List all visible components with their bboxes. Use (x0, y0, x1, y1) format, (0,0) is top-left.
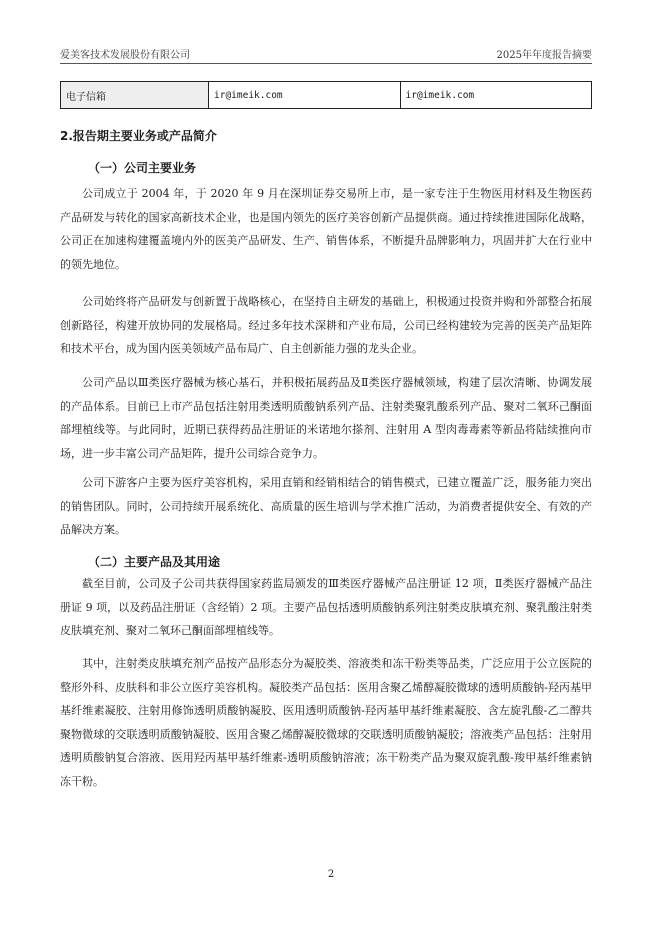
email-label-cell: 电子信箱 (61, 82, 209, 109)
subsection-title: （一）公司主要业务 (88, 161, 197, 175)
subsection-title: （二）主要产品及其用途 (88, 555, 221, 569)
paragraph: 截至目前，公司及子公司共获得国家药监局颁发的Ⅲ类医疗器械产品注册证 12 项，Ⅱ类医疗器械产品注册证 9 项，以及药品注册证（含经销）2 项。主要产品包括透明质酸钠系列注射类皮肤填充剂、聚乳酸注射类皮肤填充剂、聚对二氧环己酮面部埋植线等。 (60, 577, 592, 638)
contact-table (60, 81, 592, 109)
paragraph: 公司成立于 2004 年，于 2020 年 9 月在深圳证券交易所上市，是一家专注于生物医用材料及生物医药产品研发与转化的国家高新技术企业，也是国内领先的医疗美容创新产品提供商。通过持续推进国际化战略，公司正在加速构建覆盖境内外的医美产品研发、生产、销售体系，不断提升品牌影响力，巩固并扩大在行业中的领先地位。 (60, 187, 592, 271)
header-company: 爱美客技术发展股份有限公司 (60, 50, 190, 61)
paragraph: 其中，注射类皮肤填充剂产品按产品形态分为凝胶类、溶液类和冻干粉类等品类，广泛应用于公立医院的整形外科、皮肤科和非公立医疗美容机构。凝胶类产品包括：医用含聚乙烯醇凝胶微球的透明质酸钠-羟丙基甲基纤维素凝胶、注射用修饰透明质酸钠凝胶、医用透明质酸钠-羟丙基甲基纤维素凝胶、含左旋乳酸-乙二醇共聚物微球的交联透明质酸钠凝胶、医用含聚乙烯醇凝胶微球的交联透明质酸钠凝胶；溶液类产品包括：注射用透明质酸钠复合溶液、医用羟丙基甲基纤维素-透明质酸钠溶液；冻干粉类产品为聚双旋乳酸-羧甲基纤维素钠冻干粉。 (60, 657, 592, 788)
paragraph: 公司下游客户主要为医疗美容机构，采用直销和经销相结合的销售模式，已建立覆盖广泛，服务能力突出的销售团队。同时，公司持续开展系统化、高质量的医生培训与学术推广活动，为消费者提供安全、有效的产品解决方案。 (60, 476, 592, 537)
page-header (60, 46, 592, 61)
header-report-title: 2025年年度报告摘要 (496, 50, 592, 61)
paragraph: 公司始终将产品研发与创新置于战略核心，在坚持自主研发的基础上，积极通过投资并购和外部整合拓展创新路径，构建开放协同的发展格局。经过多年技术深耕和产业布局，公司已经构建较为完善的医美产品矩阵和技术平台，成为国内医美领域产品布局广、自主创新能力强的龙头企业。 (60, 295, 592, 356)
header-divider (60, 63, 592, 64)
section-title: 2.报告期主要业务或产品简介 (60, 129, 217, 143)
paragraph: 公司产品以Ⅲ类医疗器械为核心基石，并积极拓展药品及Ⅱ类医疗器械领域，构建了层次清晰、协调发展的产品体系。目前已上市产品包括注射用类透明质酸钠系列产品、注射类聚乳酸系列产品、聚对二氧环己酮面部埋植线等。与此同时，近期已获得药品注册证的米诺地尔搽剂、注射用 A 型肉毒毒素等新品将陆续推向市场，进一步丰富公司产品矩阵，提升公司综合竞争力。 (60, 376, 592, 460)
email-value-cell: ir@imeik.com (209, 82, 401, 109)
email-value-cell: ir@imeik.com (400, 82, 592, 109)
table-row (61, 82, 592, 109)
page-number: 2 (327, 869, 335, 880)
